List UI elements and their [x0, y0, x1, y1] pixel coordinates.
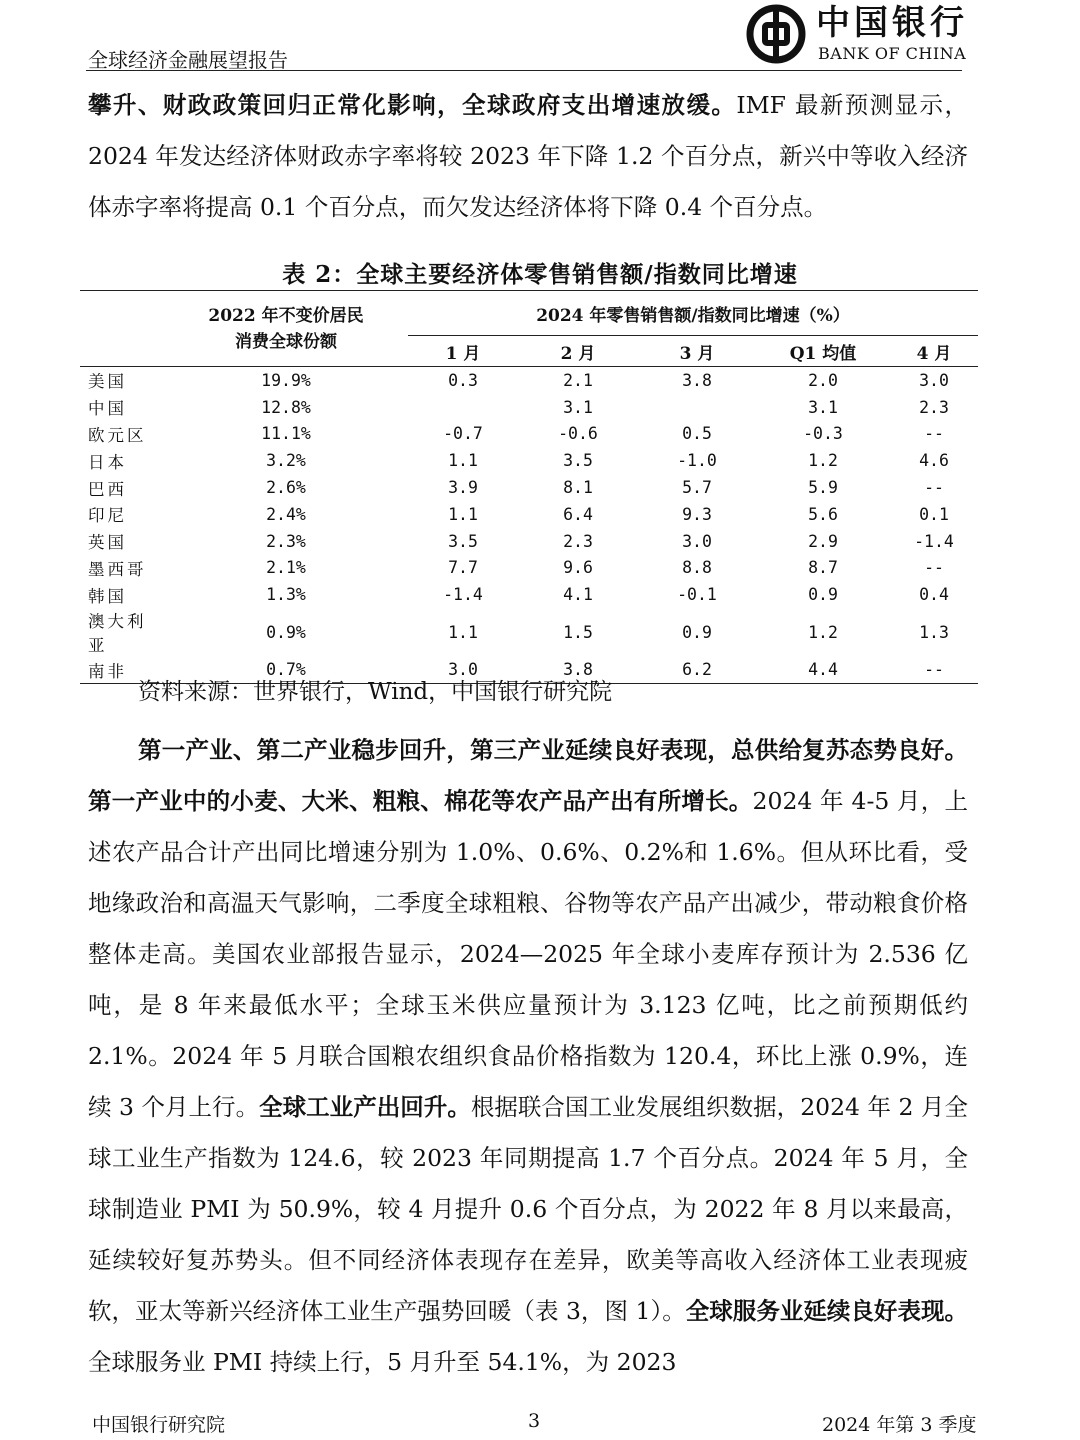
row-share: 3.2% [266, 451, 306, 471]
header-q1-average: Q1 均值 [789, 343, 857, 364]
header-share: 2022 年不变价居民消费全球份额 [164, 291, 408, 367]
row-mar: 6.2 [638, 656, 756, 683]
row-share: 2.4% [266, 504, 306, 524]
row-country: 韩国 [88, 586, 127, 606]
row-feb: 3.1 [563, 397, 593, 417]
row-jan: 0.3 [408, 367, 518, 394]
row-mar: 9.3 [682, 504, 712, 524]
row-apr: 0.4 [919, 585, 949, 605]
table-row [80, 474, 978, 501]
row-mar: -1.0 [677, 451, 717, 471]
row-feb: 3.5 [563, 451, 593, 471]
header-country-sub [80, 336, 164, 367]
intro-text: IMF 最新预测显示，2024 年发达经济体财政赤字率将较 2023 年下降 1.2 个百分点，新兴中等收入经济体赤字率将提高 0.1 个百分点，而欠发达经济体将下降 0.4 个百分点。 [88, 91, 968, 221]
row-country: 墨西哥 [88, 559, 147, 579]
row-apr: 4.6 [919, 451, 949, 471]
logo-chinese-name: 中国银行 [816, 3, 968, 43]
table-source: 资料来源：世界银行，Wind，中国银行研究院 [138, 679, 613, 705]
row-apr: -- [924, 424, 944, 444]
page-number: 3 [528, 1410, 541, 1432]
row-feb: 6.4 [563, 504, 593, 524]
row-share: 2.3% [266, 531, 306, 551]
row-q1: 2.9 [808, 531, 838, 551]
row-share: 0.7% [164, 656, 408, 683]
table-row [80, 555, 978, 582]
row-country: 美国 [80, 367, 164, 394]
row-mar: 0.5 [682, 424, 712, 444]
row-share: 0.9% [266, 622, 306, 642]
table-row [80, 501, 978, 528]
table-row [80, 447, 978, 474]
row-share: 1.3% [266, 585, 306, 605]
supply-paragraph [88, 725, 968, 1388]
row-feb: 3.8 [518, 656, 638, 683]
row-jan [408, 394, 518, 421]
row-country: 巴西 [88, 479, 127, 499]
row-q1: 2.0 [756, 367, 890, 394]
row-jan: 1.1 [448, 622, 478, 642]
row-jan: -1.4 [443, 585, 483, 605]
row-feb: 2.1 [518, 367, 638, 394]
row-jan: 3.9 [448, 478, 478, 498]
bank-of-china-logo-icon [746, 4, 806, 64]
table-row [80, 608, 978, 656]
row-apr: -- [924, 558, 944, 578]
row-country: 澳大利亚 [88, 612, 147, 656]
row-jan: 3.5 [448, 531, 478, 551]
intro-bold: 攀升、财政政策回归正常化影响，全球政府支出增速放缓。 [88, 91, 737, 119]
row-share: 19.9% [164, 367, 408, 394]
row-country: 南非 [80, 656, 164, 683]
row-q1: 3.1 [808, 397, 838, 417]
row-jan: 7.7 [448, 558, 478, 578]
row-q1: 5.6 [808, 504, 838, 524]
row-share: 11.1% [261, 424, 311, 444]
row-apr: 2.3 [919, 397, 949, 417]
row-apr: 0.1 [919, 504, 949, 524]
s3-text: 全球服务业 PMI 持续上行，5 月升至 54.1%，为 2023 [88, 1348, 677, 1376]
row-share: 2.6% [266, 478, 306, 498]
row-country: 欧元区 [88, 425, 147, 445]
row-q1: 0.9 [808, 585, 838, 605]
row-q1: 1.2 [808, 451, 838, 471]
logo-english-name: BANK OF CHINA [818, 44, 967, 63]
s2-bold: 全球工业产出回升。 [259, 1093, 471, 1121]
header-divider [86, 70, 962, 71]
row-feb: -0.6 [558, 424, 598, 444]
row-q1: 5.9 [808, 478, 838, 498]
row-jan: 3.0 [408, 656, 518, 683]
footer-institute: 中国银行研究院 [92, 1414, 226, 1436]
row-apr: -- [890, 656, 978, 683]
table-row [80, 528, 978, 555]
intro-paragraph [88, 80, 968, 233]
row-jan: 1.1 [448, 451, 478, 471]
row-country: 日本 [88, 452, 127, 472]
retail-sales-table [80, 290, 978, 684]
row-feb: 9.6 [563, 558, 593, 578]
row-share: 12.8% [261, 397, 311, 417]
row-q1: 8.7 [808, 558, 838, 578]
row-mar [638, 394, 756, 421]
row-apr: -1.4 [914, 531, 954, 551]
table-body [80, 367, 978, 684]
s3-bold: 全球服务业延续良好表现。 [685, 1297, 969, 1325]
row-mar: -0.1 [677, 585, 717, 605]
header-country [80, 291, 164, 336]
table-row [80, 421, 978, 448]
s1-bold: 第一产业、第二产业稳步回升，第三产业延续良好表现，总供给复苏态势良好。第一产业中的小麦、大米、粗粮、棉花等农产品产出有所增长。 [88, 736, 968, 815]
header-month-mar: 3 月 [679, 343, 715, 364]
row-mar: 0.9 [682, 622, 712, 642]
header-month-apr: 4 月 [916, 343, 952, 364]
row-feb: 4.1 [563, 585, 593, 605]
row-country: 印尼 [88, 506, 127, 526]
table-title: 表 2：全球主要经济体零售销售额/指数同比增速 [282, 261, 798, 288]
s1-text: 2024 年 4-5 月，上述农产品合计产出同比增速分别为 1.0%、0.6%、0.2%和 1.6%。但从环比看，受地缘政治和高温天气影响，二季度全球粗粮、谷物等农产品产出减少，带动粮食价格整体走高。美国农业部报告显示，2024—2025 年全球小麦库存预计为 2.536 亿吨，是 8 年来最低水平；全球玉米供应量预计为 3.123 亿吨，比之前预期低约 2.1%。2024 年 5 月联合国粮农组织食品价格指数为 120.4，环比上涨 0.9%，连续 3 个月上行。 [88, 787, 969, 1121]
row-q1: -0.3 [803, 424, 843, 444]
footer-quarter: 2024 年第 3 季度 [822, 1414, 977, 1436]
row-q1: 4.4 [756, 656, 890, 683]
table-row [80, 367, 978, 394]
row-apr: 3.0 [890, 367, 978, 394]
header-month-jan: 1 月 [445, 343, 481, 364]
row-mar: 8.8 [682, 558, 712, 578]
row-jan: -0.7 [443, 424, 483, 444]
table-row [80, 581, 978, 608]
row-mar: 5.7 [682, 478, 712, 498]
row-feb: 1.5 [563, 622, 593, 642]
header-growth-group: 2024 年零售销售额/指数同比增速（%） [408, 291, 978, 336]
row-q1: 1.2 [808, 622, 838, 642]
row-jan: 1.1 [448, 504, 478, 524]
row-mar: 3.8 [638, 367, 756, 394]
row-share: 2.1% [266, 558, 306, 578]
row-feb: 8.1 [563, 478, 593, 498]
s2-text: 根据联合国工业发展组织数据，2024 年 2 月全球工业生产指数为 124.6，较 2023 年同期提高 1.7 个百分点。2024 年 5 月，全球制造业 PMI 为 50.9%，较 4 月提升 0.6 个百分点，为 2022 年 8 月以来最高，延续较好复苏势头。但不同经济体表现存在差异，欧美等高收入经济体工业表现疲软，亚太等新兴经济体工业生产强势回暖（表 3，图 1）。 [88, 1093, 968, 1325]
row-mar: 3.0 [682, 531, 712, 551]
row-feb: 2.3 [563, 531, 593, 551]
row-apr: 1.3 [919, 622, 949, 642]
table-row [80, 394, 978, 421]
row-country: 英国 [88, 533, 127, 553]
row-country: 中国 [88, 399, 127, 419]
bank-logo [746, 2, 968, 68]
row-apr: -- [924, 478, 944, 498]
report-title: 全球经济金融展望报告 [88, 48, 288, 72]
header-month-feb: 2 月 [560, 343, 596, 364]
